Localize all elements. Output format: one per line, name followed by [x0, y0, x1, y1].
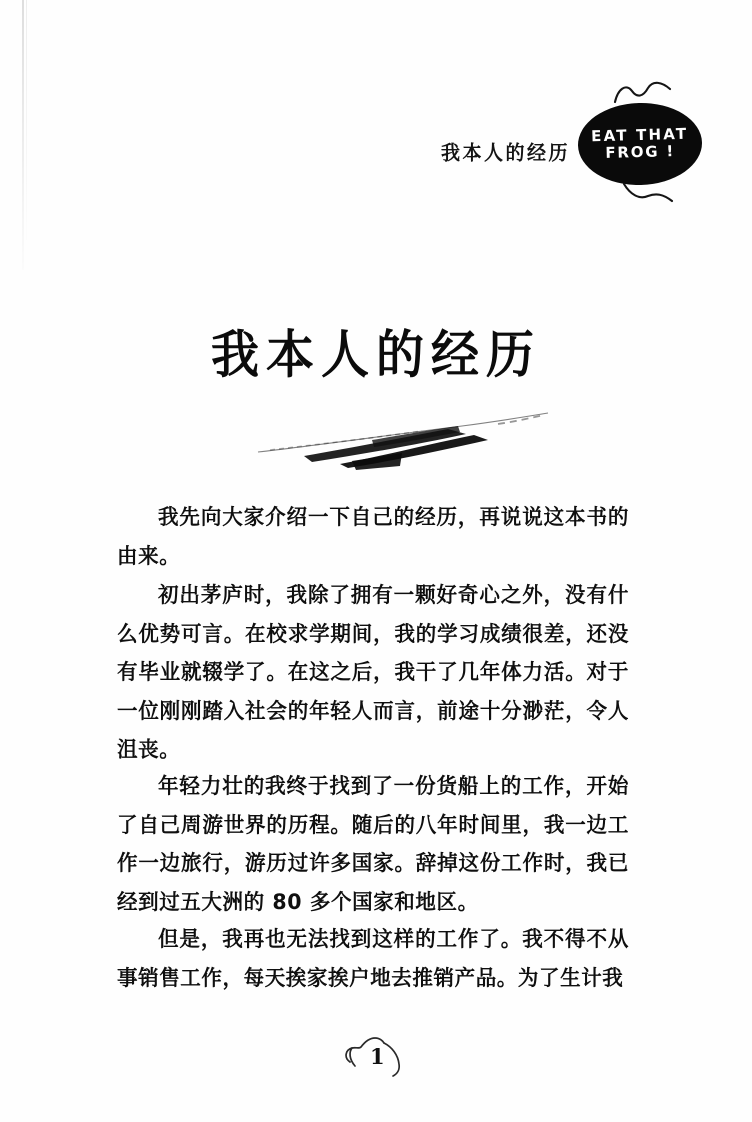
eat-that-frog-badge: [566, 76, 716, 206]
badge-text-line-1: EAT THAT: [590, 124, 689, 146]
brush-stroke-ornament: [252, 404, 552, 474]
paragraph: 初出茅庐时，我除了拥有一颗好奇心之外，没有什么优势可言。在校求学期间，我的学习成绩很差，还没有毕业就辍学了。在这之后，我干了几年体力活。对于一位刚刚踏入社会的年轻人而言，前途十分渺茫，令人沮丧。: [117, 582, 629, 762]
badge-text-line-2: FROG !: [605, 142, 676, 162]
paragraph: 年轻力壮的我终于找到了一份货船上的工作，开始了自己周游世界的历程。随后的八年时间里，我一边工作一边旅行，游历过许多国家。辞掉这份工作时，我已经到过五大洲的 80 多个国家和地区。: [117, 772, 629, 914]
squiggle-bottom-icon: [622, 180, 676, 204]
paragraph: 我先向大家介绍一下自己的经历，再说说这本书的由来。: [117, 504, 629, 568]
page-footer: [0, 1022, 752, 1102]
page-header: [0, 76, 752, 206]
page-number: 1: [370, 1044, 385, 1069]
paragraph: 但是，我再也无法找到这样的工作了。我不得不从事销售工作，每天挨家挨户地去推销产品。为了生计我: [117, 925, 629, 990]
running-head-title: 我本人的经历: [440, 141, 570, 165]
badge-ellipse: [577, 101, 703, 186]
chapter-title: 我本人的经历: [210, 325, 541, 386]
body-text-column: [117, 498, 629, 998]
